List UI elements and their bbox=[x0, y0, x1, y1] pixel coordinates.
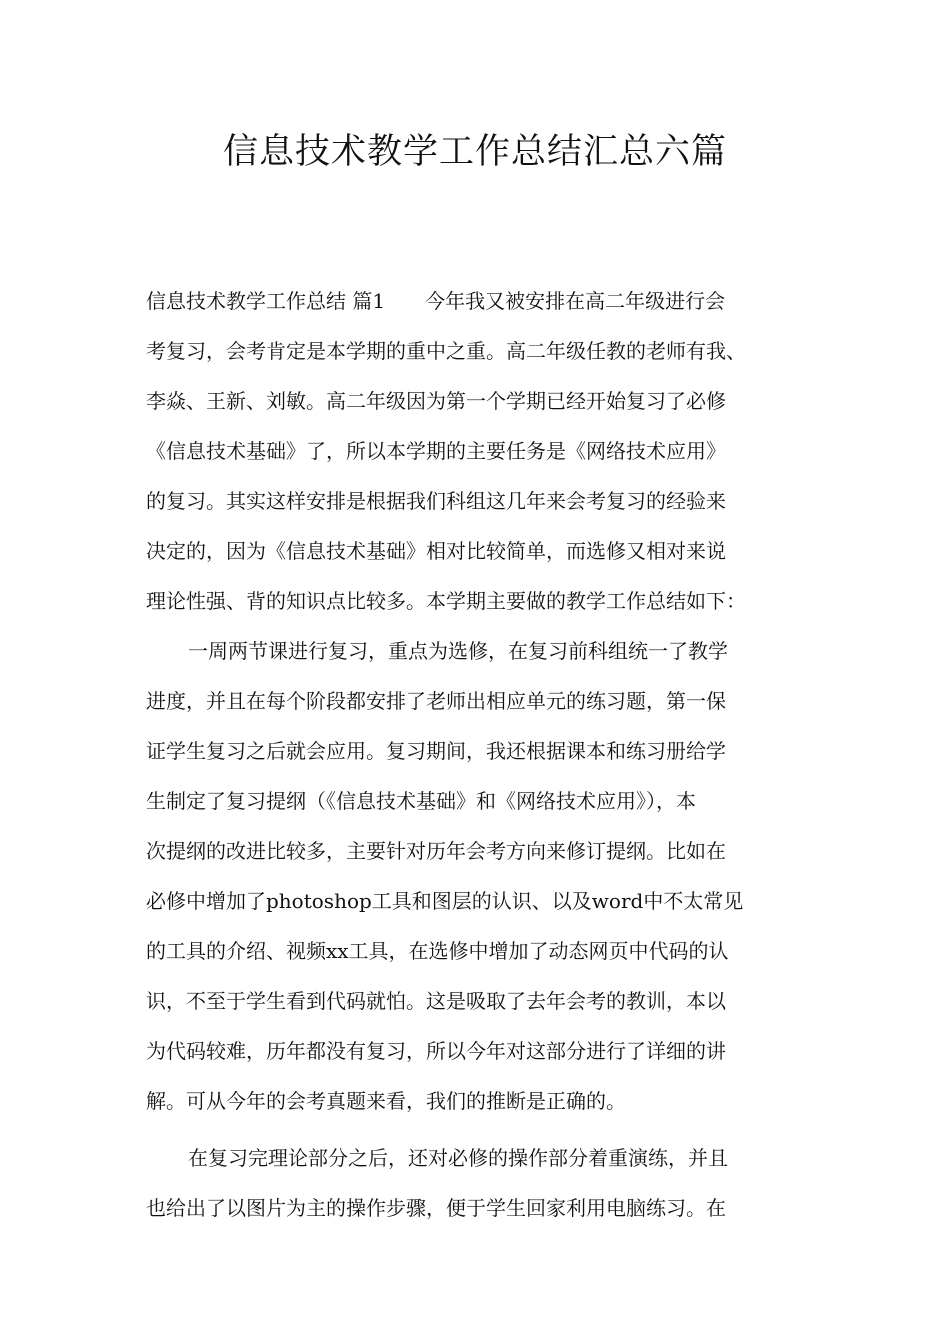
paragraph-line: 一周两节课进行复习，重点为选修，在复习前科组统一了教学 bbox=[188, 639, 728, 663]
paragraph-line: 次提纲的改进比较多，主要针对历年会考方向来修订提纲。比如在 bbox=[146, 839, 726, 863]
paragraph-line: 的复习。其实这样安排是根据我们科组这几年来会考复习的经验来 bbox=[146, 489, 726, 513]
paragraph-line: 信息技术教学工作总结 篇1 今年我又被安排在高二年级进行会 bbox=[146, 289, 726, 313]
paragraph-line: 决定的，因为《信息技术基础》相对比较简单，而选修又相对来说 bbox=[146, 539, 726, 563]
document-body bbox=[146, 276, 808, 1233]
paragraph-line: 在复习完理论部分之后，还对必修的操作部分着重演练，并且 bbox=[188, 1146, 728, 1170]
paragraph-line: 李焱、王新、刘敏。高二年级因为第一个学期已经开始复习了必修 bbox=[146, 389, 726, 413]
document-title: 信息技术教学工作总结汇总六篇 bbox=[222, 132, 727, 172]
paragraph-line: 考复习，会考肯定是本学期的重中之重。高二年级任教的老师有我、 bbox=[146, 339, 746, 363]
paragraph-line: 的工具的介绍、视频xx工具，在选修中增加了动态网页中代码的认 bbox=[146, 939, 729, 963]
paragraph-line: 生制定了复习提纲（《信息技术基础》和《网络技术应用》），本 bbox=[146, 789, 696, 813]
paragraph-line: 证学生复习之后就会应用。复习期间，我还根据课本和练习册给学 bbox=[146, 739, 726, 763]
paragraph-line: 为代码较难，历年都没有复习，所以今年对这部分进行了详细的讲 bbox=[146, 1039, 726, 1063]
paragraph-line: 必修中增加了photoshop工具和图层的认识、以及word中不太常见 bbox=[146, 889, 744, 913]
paragraph-line: 《信息技术基础》了，所以本学期的主要任务是《网络技术应用》 bbox=[146, 439, 726, 463]
paragraph-gap bbox=[146, 1126, 808, 1133]
paragraph-line: 解。可从今年的会考真题来看，我们的推断是正确的。 bbox=[146, 1089, 626, 1113]
paragraph-line: 理论性强、背的知识点比较多。本学期主要做的教学工作总结如下： bbox=[146, 589, 746, 613]
paragraph-line: 识，不至于学生看到代码就怕。这是吸取了去年会考的教训，本以 bbox=[146, 989, 726, 1013]
paragraph-line: 也给出了以图片为主的操作步骤，便于学生回家利用电脑练习。在 bbox=[146, 1196, 726, 1220]
paragraph-line: 进度，并且在每个阶段都安排了老师出相应单元的练习题，第一保 bbox=[146, 689, 726, 713]
